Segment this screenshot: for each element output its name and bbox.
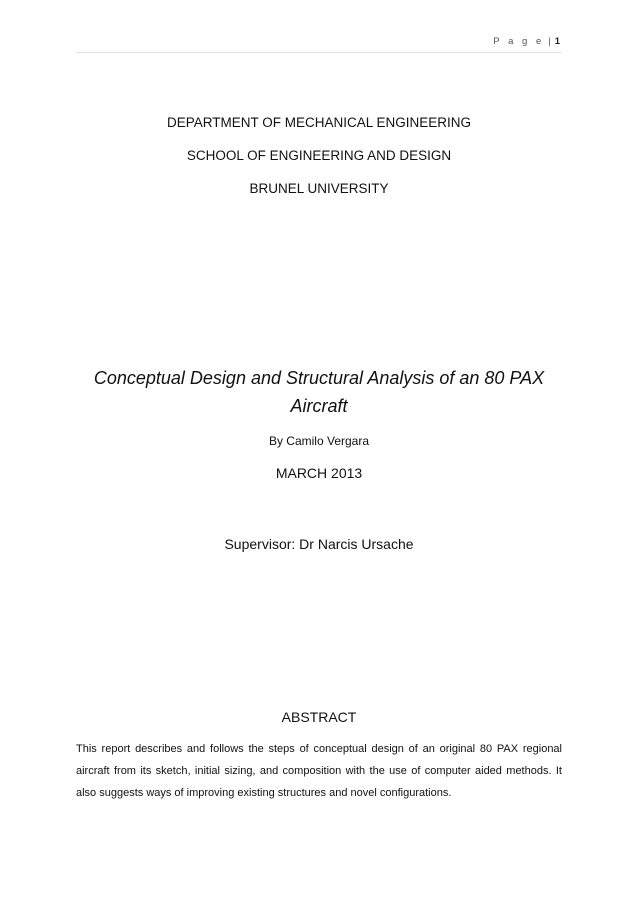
- page-number: 1: [554, 36, 560, 47]
- page-header: [493, 36, 560, 47]
- abstract-body: This report describes and follows the steps of conceptual design of an original 80 PAX regional aircraft from its sketch, initial sizing, and composition with the use of computer aided methods. It also suggests ways of improving existing structures and novel configurations.: [76, 743, 562, 799]
- report-title: Conceptual Design and Structural Analysis of an 80 PAX Aircraft: [93, 368, 545, 416]
- abstract-heading: ABSTRACT: [281, 709, 357, 725]
- university-name: BRUNEL UNIVERSITY: [249, 181, 389, 196]
- report-supervisor: Supervisor: Dr Narcis Ursache: [224, 536, 414, 552]
- school-name: SCHOOL OF ENGINEERING AND DESIGN: [186, 148, 452, 163]
- header-divider: [76, 52, 562, 53]
- department-name: DEPARTMENT OF MECHANICAL ENGINEERING: [166, 115, 472, 130]
- page-separator: |: [548, 36, 551, 47]
- page-label: P a g e: [493, 36, 545, 47]
- report-author: By Camilo Vergara: [268, 434, 370, 448]
- report-date: MARCH 2013: [275, 465, 363, 481]
